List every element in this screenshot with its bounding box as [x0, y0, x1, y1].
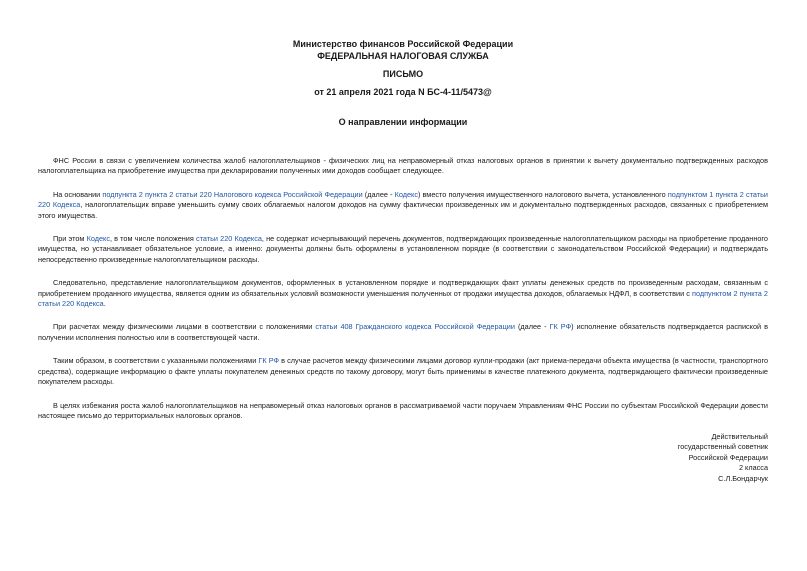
paragraph-6 [38, 356, 768, 387]
link-article-220-p2-sp2[interactable]: подпунктом 2 пункта 2 статьи 220 Кодекса [38, 288, 768, 309]
text-fragment: в случае расчетов между физическими лицами договор купли-продажи (акт приема-передачи объекта имущества (в частности, транспортного средства), содержащие информацию о факте уплаты покупателем денежных средств по такому договору, могут быть применимы в качестве платежного документа, подтверждающего фактически произведенные покупателем расходы. [38, 356, 768, 387]
signature-title-line-1: Действительный [711, 432, 768, 441]
paragraph-3 [38, 234, 768, 265]
link-gk-rf[interactable]: ГК РФ [258, 356, 280, 366]
text-fragment: При расчетах между физическими лицами в соответствии с положениями [53, 322, 316, 332]
text-fragment: , налогоплательщик вправе уменьшить сумму своих облагаемых налогом доходов на сумму фактически произведенных им и документально подтвержденных расходов, связанных с приобретением этого имущества. [38, 200, 768, 220]
text-fragment: Таким образом, в соответствии с указанными положениями [53, 356, 259, 366]
text-fragment: . [103, 299, 106, 309]
paragraph-2 [38, 190, 768, 221]
service-name: ФЕДЕРАЛЬНАЯ НАЛОГОВАЯ СЛУЖБА [317, 51, 489, 61]
text-fragment: При этом [53, 234, 87, 244]
text-fragment: , не содержат исчерпывающий перечень документов, подтверждающих произведенные налогоплательщиком расходы на приобретение проданного имущества, но устанавливает обязательное условие, а именно: документы должны быть оформлены в установленном порядке (в соответствии с законодательством Российской Федерации) и подтверждать непосредственно произведенные налогоплательщиком расходы. [38, 234, 768, 264]
letter-header [38, 38, 768, 62]
link-article-220-p2-sp1[interactable]: подпунктом 1 пункта 2 статьи 220 Кодекса [38, 189, 768, 210]
link-article-408-gk[interactable]: статьи 408 Гражданского кодекса Российской Федерации [315, 322, 515, 332]
link-kodeks[interactable]: Кодекс [86, 234, 110, 244]
document-body [38, 156, 768, 434]
signature-title-line-3: Российской Федерации [688, 452, 768, 462]
document-type: ПИСЬМО [382, 69, 424, 79]
link-kodeks[interactable]: Кодекс [394, 189, 418, 199]
paragraph-1: ФНС России в связи с увеличением количества жалоб налогоплательщиков - физических лиц на неправомерный отказ налоговых органов в принятии к вычету документально подтвержденных расходов налогоплательщика на приобретение имущества при декларировании полученных ими доходов сообщает следующее. [38, 156, 768, 176]
paragraph-4 [38, 278, 768, 309]
signatory-name: С.Л.Бондарчук [718, 473, 768, 483]
link-gk-rf[interactable]: ГК РФ [549, 322, 572, 332]
signature-block [678, 432, 768, 484]
text-fragment: ) вместо получения имущественного налогового вычета, установленного [417, 189, 668, 199]
text-fragment: (далее - [514, 322, 550, 332]
text-fragment: На основании [53, 189, 103, 199]
paragraph-5 [38, 322, 768, 343]
text-fragment: ) исполнение обязательств подтверждается распиской в получении исполнения полностью или в соответствующей части. [38, 322, 768, 342]
text-fragment: (далее - [362, 189, 395, 199]
text-fragment: Следовательно, представление налогоплательщиком документов, оформленных в установленном порядке и подтверждающих факт уплаты денежных средств по произведенным расходам, связанным с приобретением проданного имущества, является одним из обязательных условий возможности уменьшения полученных от продажи имущества доходов, облагаемых НДФЛ, в соответствии с [38, 278, 768, 298]
signature-title-line-2: государственный советник [677, 442, 768, 452]
document-date-number: от 21 апреля 2021 года N БС-4-11/5473@ [314, 87, 492, 97]
link-article-220-p2-sp2[interactable]: подпункта 2 пункта 2 статьи 220 Налогового кодекса Российской Федерации [102, 189, 363, 199]
link-article-220[interactable]: статьи 220 Кодекса [195, 234, 262, 244]
paragraph-7: В целях избежания роста жалоб налогоплательщиков на неправомерный отказ налоговых органов в рассматриваемой части поручаем Управлениям ФНС России по субъектам Российской Федерации довести настоящее письмо до территориальных налоговых органов. [38, 400, 768, 420]
document-subject: О направлении информации [338, 117, 468, 127]
ministry-name: Министерство финансов Российской Федерации [292, 39, 514, 49]
text-fragment: , в том числе положения [109, 234, 196, 244]
signature-title-line-4: 2 класса [738, 463, 768, 473]
